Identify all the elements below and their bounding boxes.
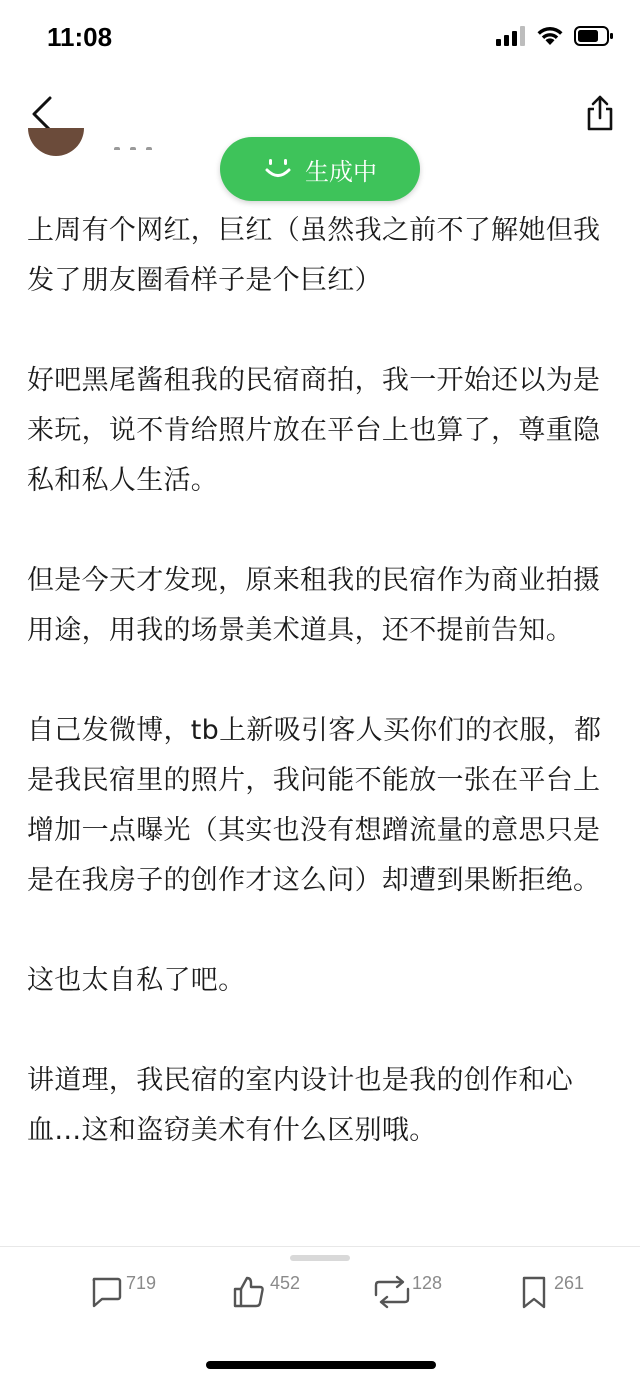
bookmark-count: 261	[554, 1273, 585, 1293]
comment-count: 719	[126, 1273, 157, 1293]
bookmark-button[interactable]	[520, 1273, 600, 1323]
post-content	[27, 206, 617, 1206]
thumbs-up-icon	[232, 1275, 266, 1309]
avatar[interactable]	[28, 128, 84, 156]
post-paragraph: 这也太自私了吧。	[27, 965, 246, 996]
status-icons	[496, 26, 614, 46]
repost-count: 128	[412, 1273, 443, 1293]
post-paragraph: 但是今天才发现，原来租我的民宿作为商业拍摄用途，用我的场景美术道具，还不提前告知。	[27, 565, 601, 646]
status-bar	[0, 0, 640, 80]
username[interactable]	[114, 138, 174, 150]
post-paragraph: 讲道理，我民宿的室内设计也是我的创作和心血…这和盗窃美术有什么区别哦。	[27, 1065, 573, 1146]
status-time: 11:08	[47, 22, 113, 52]
battery-icon	[574, 26, 614, 46]
cellular-signal-icon	[496, 26, 526, 46]
like-button[interactable]	[232, 1273, 322, 1323]
drag-handle[interactable]	[290, 1255, 350, 1261]
chevron-left-icon	[31, 96, 53, 132]
bookmark-icon	[520, 1275, 548, 1311]
generating-status-pill	[220, 137, 420, 201]
post-paragraph: 好吧黑尾酱租我的民宿商拍，我一开始还以为是来玩，说不肯给照片放在平台上也算了，尊重隐私和私人生活。	[27, 365, 601, 496]
share-button[interactable]	[580, 90, 620, 136]
smile-icon	[263, 156, 293, 182]
comment-button[interactable]	[90, 1273, 170, 1323]
repost-icon	[372, 1275, 412, 1309]
comment-icon	[90, 1275, 122, 1309]
home-indicator[interactable]	[206, 1361, 436, 1369]
post-paragraph: 上周有个网红，巨红（虽然我之前不了解她但我发了朋友圈看样子是个巨红）	[27, 215, 601, 296]
repost-button[interactable]	[372, 1273, 462, 1323]
generating-label: 生成中	[305, 157, 377, 186]
share-icon	[585, 94, 615, 132]
wifi-icon	[536, 26, 564, 46]
post-paragraph: 自己发微博，tb上新吸引客人买你们的衣服，都是我民宿里的照片，我问能不能放一张在平台上增加一点曝光（其实也没有想蹭流量的意思只是是在我房子的创作才这么问）却遭到果断拒绝。	[27, 715, 602, 896]
like-count: 452	[270, 1273, 301, 1293]
